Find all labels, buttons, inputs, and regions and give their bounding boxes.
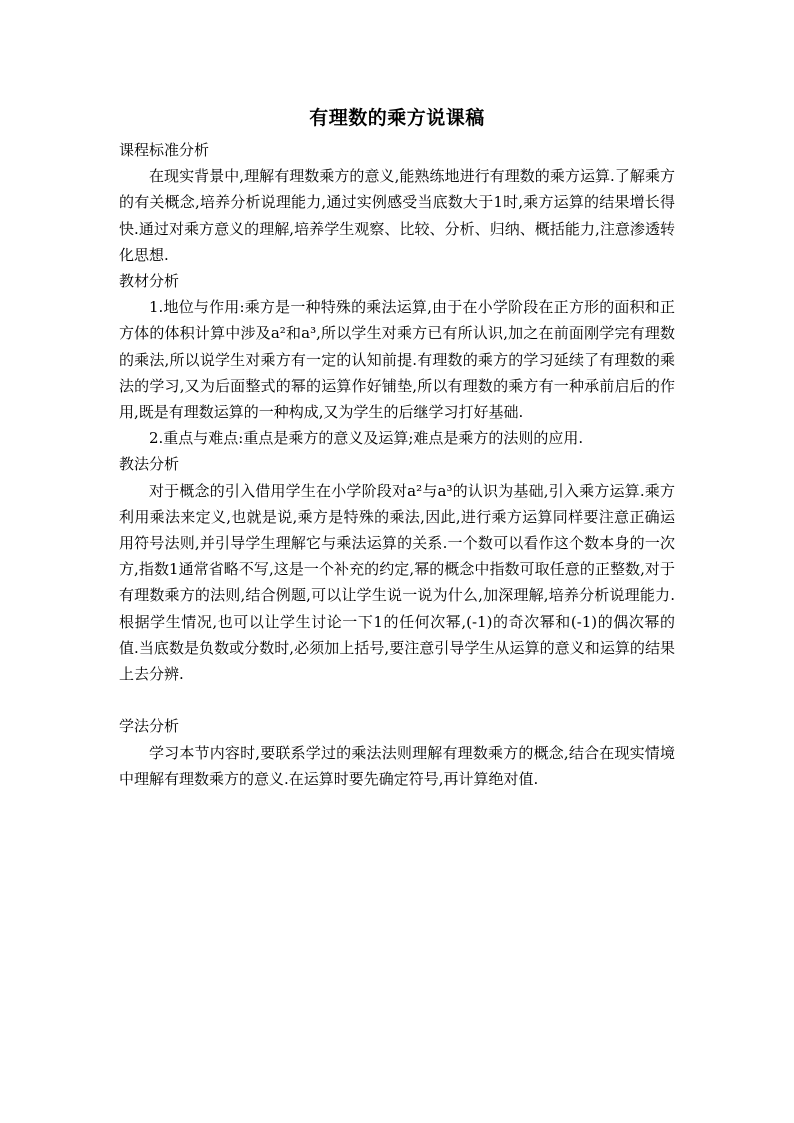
section-curriculum-standard — [119, 137, 675, 268]
document-body — [119, 137, 675, 792]
section-textbook-analysis — [119, 268, 675, 451]
section-paragraph: 在现实背景中,理解有理数乘方的意义,能熟练地进行有理数的乘方运算.了解乘方的有关概念,培养分析说理能力,通过实例感受当底数大于1时,乘方运算的结果增长得快.通过对乘方意义的理解,培养学生观察、比较、分析、归纳、概括能力,注意渗透转化思想. — [119, 167, 675, 264]
section-heading: 课程标准分析 — [119, 141, 210, 159]
section-paragraph: 学习本节内容时,要联系学过的乘法法则理解有理数乘方的概念,结合在现实情境中理解有理数乘方的意义.在运算时要先确定符号,再计算绝对值. — [119, 743, 675, 788]
section-learning-method — [119, 713, 675, 792]
document-title: 有理数的乘方说课稿 — [309, 107, 485, 129]
section-heading: 学法分析 — [119, 717, 180, 736]
section-paragraph: 1.地位与作用:乘方是一种特殊的乘法运算,由于在小学阶段在正方形的面积和正方体的体积计算中涉及a²和a³,所以学生对乘方已有所认识,加之在前面刚学完有理数的乘法,所以说学生对乘方有一定的认知前提.有理数的乘方的学习延续了有理数的乘法的学习,又为后面整式的幂的运算作好铺垫,所以有理数的乘方有一种承前启后的作用,既是有理数运算的一种构成,又为学生的后继学习打好基础. — [119, 298, 675, 422]
section-teaching-method — [119, 451, 675, 687]
section-heading: 教材分析 — [119, 272, 180, 291]
section-heading: 教法分析 — [119, 455, 180, 474]
section-paragraph: 对于概念的引入借用学生在小学阶段对a²与a³的认识为基础,引入乘方运算.乘方利用乘法来定义,也就是说,乘方是特殊的乘法,因此,进行乘方运算同样要注意正确运用符号法则,并引导学生理解它与乘法运算的关系.一个数可以看作这个数本身的一次方,指数1通常省略不写,这是一个补充的约定,幂的概念中指数可取任意的正整数,对于有理数乘方的法则,结合例题,可以让学生说一说为什么,加深理解,培养分析说理能力.根据学生情况,也可以让学生讨论一下1的任何次幂,(-1)的奇次幂和(-1)的偶次幂的值.当底数是负数或分数时,必须加上括号,要注意引导学生从运算的意义和运算的结果上去分辨. — [119, 481, 675, 684]
section-paragraph: 2.重点与难点:重点是乘方的意义及运算;难点是乘方的法则的应用. — [149, 429, 584, 448]
blank-line — [119, 687, 675, 713]
